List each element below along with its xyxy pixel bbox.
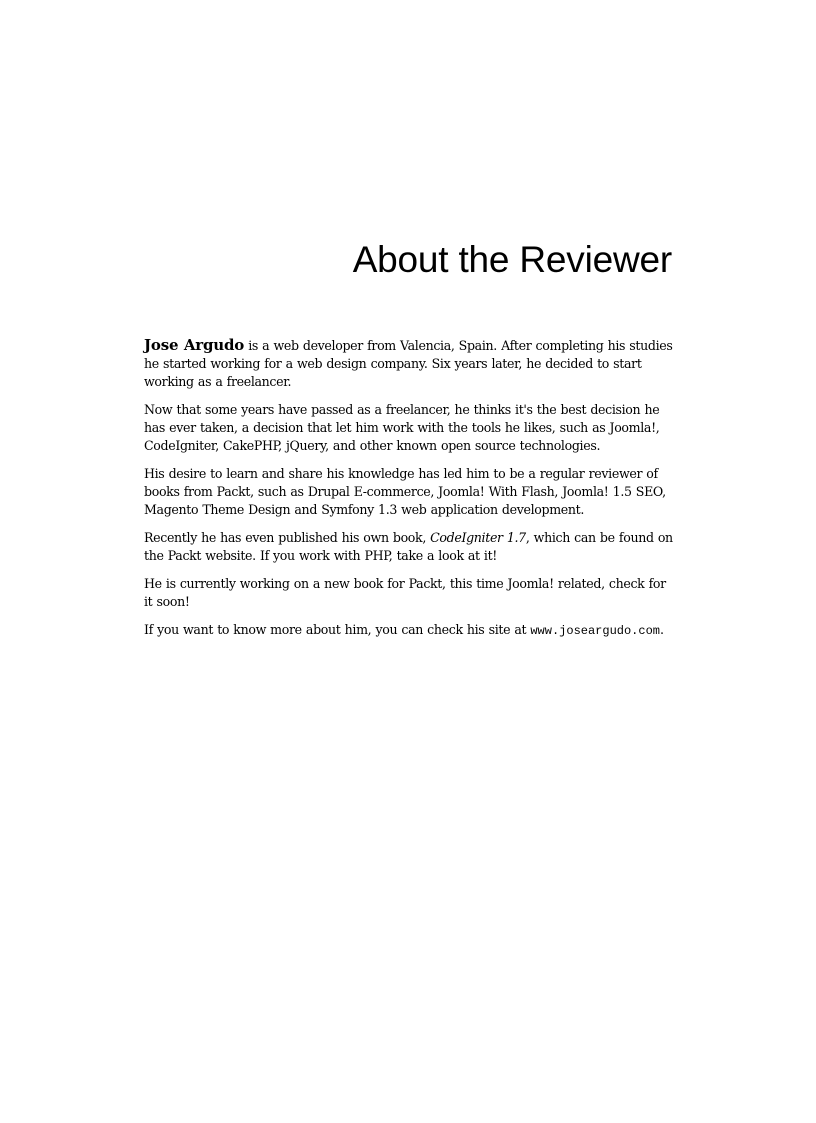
bio-book-text-before: Recently he has even published his own book, xyxy=(144,530,431,545)
reviewer-bio xyxy=(144,336,674,650)
bio-paragraph-book xyxy=(144,529,674,565)
website-url[interactable]: www.joseargudo.com xyxy=(530,624,660,638)
bio-paragraph-new-book: He is currently working on a new book for Packt, this time Joomla! related, check for it soon! xyxy=(144,576,666,609)
bio-website-text: If you want to know more about him, you can check his site at xyxy=(144,622,531,637)
bio-paragraph-website xyxy=(144,621,674,640)
bio-paragraph-intro xyxy=(144,336,674,391)
bio-book-text-after: , which can be found on the Packt website. If you work with PHP, take a look at it! xyxy=(144,530,673,563)
page-title: About the Reviewer xyxy=(352,239,672,280)
bio-website-period: . xyxy=(659,622,664,637)
bio-paragraph-freelance: Now that some years have passed as a freelancer, he thinks it's the best decision he has ever taken, a decision that let him work with the tools he likes, such as Joomla!, CodeIgniter, CakePHP, jQuery, and other known open source technologies. xyxy=(144,402,660,453)
bio-intro-text: is a web developer from Valencia, Spain. After completing his studies he started working for a web design company. Six years later, he decided to start working as a freelancer. xyxy=(144,338,673,389)
book-title: CodeIgniter 1.7 xyxy=(430,530,526,545)
reviewer-name: Jose Argudo xyxy=(144,336,245,354)
bio-paragraph-reviews: His desire to learn and share his knowledge has led him to be a regular reviewer of books from Packt, such as Drupal E-commerce, Joomla! With Flash, Joomla! 1.5 SEO, Magento Theme Design and Symfony 1.3 web application development. xyxy=(144,466,666,517)
